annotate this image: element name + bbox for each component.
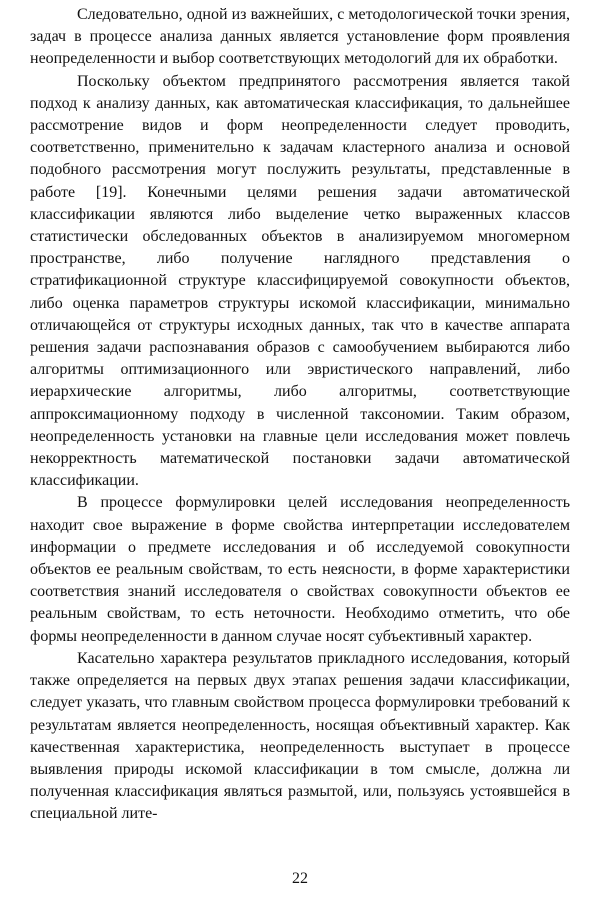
paragraph-2: Поскольку объектом предпринятого рассмотрения является такой подход к анализу данных, как автоматическая классификация, то дальнейшее рассмотрение видов и форм неопределенности следует проводить, соответственно, применительно к задачам кластерного анализа и основой подобного рассмотрения могут послужить результаты, представленные в работе [19]. Конечными целями решения задачи автоматической классификации являются либо выделение четко выраженных классов статистически обследованных объектов в анализируемом многомерном пространстве, либо получение наглядного представления о стратификационной структуре классифицируемой совокупности объектов, либо оценка параметров структуры искомой классификации, минимально отличающейся от структуры исходных данных, так что в качестве аппарата решения задачи распознавания образов с самообучением выбираются либо алгоритмы оптимизационного или эвристического направлений, либо иерархические алгоритмы, либо алгоритмы, соответствующие аппроксимационному подходу в численной таксономии. Таким образом, неопределенность установки на главные цели исследования может повлечь некорректность математической постановки задачи автоматической классификации. bbox=[30, 72, 570, 490]
page-body bbox=[30, 4, 570, 826]
page-number: 22 bbox=[292, 870, 308, 887]
paragraph-4: Касательно характера результатов прикладного исследования, который также определяется на первых двух этапах решения задачи классификации, следует указать, что главным свойством процесса формулировки требований к результатам является неопределенность, носящая объективный характер. Как качественная характеристика, неопределенность выступает в процессе выявления природы искомой классификации в том смысле, должна ли полученная классификация являться размытой, или, пользуясь устоявшейся в специальной лите- bbox=[30, 649, 570, 823]
paragraph-3: В процессе формулировки целей исследования неопределенность находит свое выражение в форме свойства интерпретации исследователем информации о предмете исследования и об исследуемой совокупности объектов ее реальным свойствам, то есть неясности, в форме характеристики соответствия знаний исследователя о свойствах совокупности объектов ее реальным свойствам, то есть неточности. Необходимо отметить, что обе формы неопределенности в данном случае носят субъективный характер. bbox=[30, 494, 570, 645]
paragraph-1: Следовательно, одной из важнейших, с методологической точки зрения, задач в процессе анализа данных является установление форм проявления неопределенности и выбор соответствующих методологий для их обработки. bbox=[30, 6, 570, 68]
